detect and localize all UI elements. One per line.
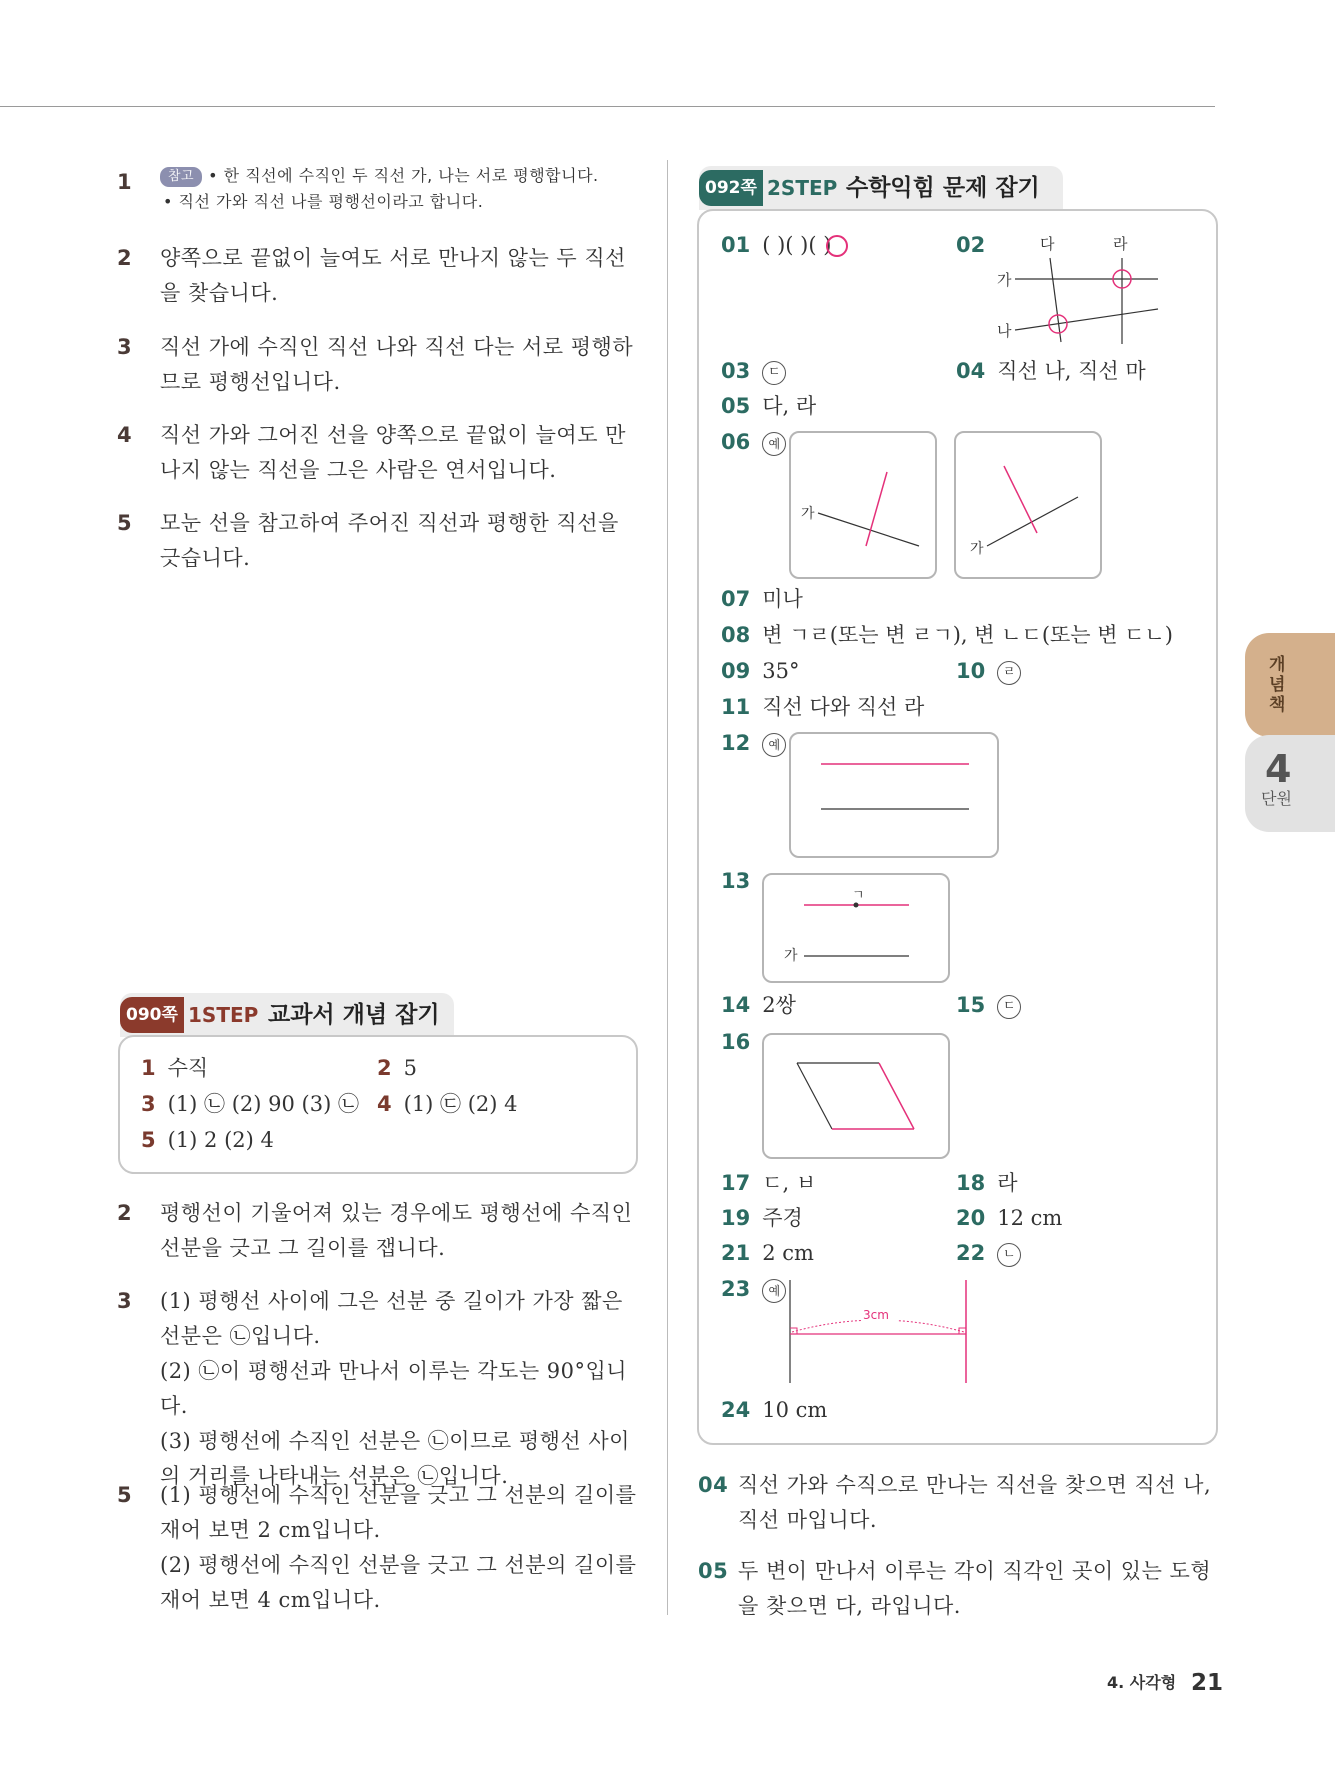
given-line [987,497,1078,546]
step1-answer [377,1089,518,1119]
label-ga: 가 [801,506,815,522]
label-point: ㄱ [852,888,865,903]
answer-number: 1 [141,1056,156,1080]
answer-number: 09 [721,659,751,683]
answer-value: 직선 다와 직선 라 [762,695,925,719]
answer-value: 12 cm [997,1206,1063,1230]
answer-value: ( )( )( ) [762,233,832,257]
left-item-1 [117,163,637,215]
answer-17 [721,1168,816,1198]
answer-13-figure [762,873,950,983]
answer-number: 19 [721,1206,751,1230]
answer-number: 22 [956,1241,986,1265]
explanation-04 [698,1468,1218,1538]
item-number: 5 [117,1483,133,1507]
answer-value: 라 [997,1171,1018,1195]
step1-label: 1STEP [188,1003,259,1027]
answer-number: 10 [956,659,986,683]
explanation-05 [698,1554,1218,1624]
answer-value: ㄴ [997,1243,1021,1267]
answer-number: 24 [721,1398,751,1422]
answer-23-figure [780,1278,980,1388]
item-number: 5 [117,511,133,535]
explanation-text: 직선 가와 수직으로 만나는 직선을 찾으면 직선 나, 직선 마입니다. [738,1473,1212,1532]
answer-number: 23 [721,1277,751,1301]
explanation-text: 두 변이 만나서 이루는 각이 직각인 곳이 있는 도형을 찾으면 다, 라입니다. [738,1559,1212,1618]
answer-number: 04 [956,359,986,383]
answer-value: 다, 라 [762,394,817,418]
item-line: (2) ㉡이 평행선과 만나서 이루는 각도는 90°입니다. [160,1359,628,1418]
label-na: 나 [997,322,1012,340]
example-mark: 예 [762,1279,786,1303]
step1-answer [377,1053,417,1083]
answer-06-figure-2 [954,431,1102,579]
answer-12-figure [789,732,999,858]
left-bottom-item-2 [117,1196,637,1266]
item-number: 2 [117,1201,133,1225]
dimension-label: 3cm [863,1308,889,1322]
answer-number: 07 [721,587,751,611]
answer-value: 주경 [762,1206,803,1230]
answer-number: 17 [721,1171,751,1195]
answer-value: 5 [403,1056,417,1080]
answer-19 [721,1203,803,1233]
answer-number: 06 [721,430,751,454]
item-line: (1) 평행선에 수직인 선분을 긋고 그 선분의 길이를 재어 보면 2 cm입니다. [160,1483,637,1542]
answer-06-figure-1 [789,431,937,579]
side-tab-unit-label: 단원 [1261,789,1292,808]
answer-20 [956,1203,1062,1233]
answer-number: 16 [721,1030,751,1054]
note-line: • 한 직선에 수직인 두 직선 가, 나는 서로 평행합니다. [208,166,599,185]
answer-value: 35° [762,659,800,683]
item-number: 2 [117,246,133,270]
left-item-3 [117,330,637,400]
parallelogram-side [797,1063,832,1129]
example-mark: 예 [762,733,786,757]
item-number: 3 [117,335,133,359]
label-ga: 가 [970,541,984,557]
left-bottom-item-3 [117,1284,637,1494]
answer-value: 2쌍 [762,993,796,1017]
answer-06 [721,427,786,457]
explanation-number: 04 [698,1473,729,1497]
point-dot [854,903,859,908]
top-rule [0,106,1215,107]
answer-number: 5 [141,1128,156,1152]
answer-01 [721,230,831,260]
answer-number: 15 [956,993,986,1017]
column-divider [667,160,668,1615]
answer-04 [956,356,1146,386]
item-text: 직선 가에 수직인 직선 나와 직선 다는 서로 평행하므로 평행선입니다. [160,335,634,394]
answer-05 [721,391,816,421]
step1-answer [141,1125,274,1155]
answer-18 [956,1168,1018,1198]
answer-11 [721,692,924,722]
answer-value: 수직 [167,1056,209,1080]
answer-value: (1) ㉢ (2) 4 [403,1092,518,1116]
answer-14 [721,990,796,1020]
answer-16-figure [762,1033,950,1159]
example-mark: 예 [762,432,786,456]
answer-03 [721,356,786,386]
answer-value: 미나 [762,587,803,611]
step2-page-badge: 092쪽 [699,170,763,206]
answer-number: 13 [721,869,751,893]
step1-page-badge: 090쪽 [120,997,184,1033]
answer-10 [956,656,1021,686]
answer-23 [721,1274,786,1304]
item-text: 평행선이 기울어져 있는 경우에도 평행선에 수직인 선분을 긋고 그 길이를 잽니다. [160,1201,633,1260]
item-line: (1) 평행선 사이에 그은 선분 중 길이가 가장 짧은 선분은 ㉡입니다. [160,1289,623,1348]
answer-02 [956,230,997,260]
answer-21 [721,1238,814,1268]
answer-08 [721,620,1173,650]
item-number: 1 [117,170,133,194]
answer-15 [956,990,1021,1020]
answer-value: ㄹ [997,661,1021,685]
answer-07 [721,584,803,614]
label-ga: 가 [784,948,798,964]
side-tab-book[interactable] [1245,633,1335,737]
answer-number: 05 [721,394,751,418]
item-text: 모눈 선을 참고하여 주어진 직선과 평행한 직선을 긋습니다. [160,511,619,570]
answer-number: 20 [956,1206,986,1230]
answer-number: 01 [721,233,751,257]
answer-number: 18 [956,1171,986,1195]
step1-answer [141,1053,208,1083]
answer-24 [721,1395,827,1425]
item-text: 직선 가와 그어진 선을 양쪽으로 끝없이 늘여도 만나지 않는 직선을 그은 사람은 연서입니다. [160,423,626,482]
answer-number: 14 [721,993,751,1017]
answer-number: 12 [721,731,751,755]
note-badge: 참고 [160,167,202,187]
footer-page-number: 21 [1191,1670,1224,1696]
answer-22 [956,1238,1021,1268]
answer-value: 변 ㄱㄹ(또는 변 ㄹㄱ), 변 ㄴㄷ(또는 변 ㄷㄴ) [762,623,1173,647]
right-angle-mark [959,1328,966,1334]
answer-02-figure [995,232,1170,344]
answer-number: 21 [721,1241,751,1265]
side-tab-unit-number: 4 [1265,747,1292,791]
answer-number: 2 [377,1056,392,1080]
answer-value: (1) 2 (2) 4 [167,1128,274,1152]
answer-value: ㄷ [762,361,786,385]
item-text: 양쪽으로 끝없이 늘여도 서로 만나지 않는 두 직선을 찾습니다. [160,246,626,305]
line-na [1015,309,1158,330]
note-line: • 직선 가와 직선 나를 평행선이라고 합니다. [163,192,484,211]
answer-number: 11 [721,695,751,719]
drawn-line [1004,466,1037,533]
answer-09 [721,656,799,686]
explanation-number: 05 [698,1559,729,1583]
answer-13 [721,866,762,896]
step2-title: 수학익힘 문제 잡기 [846,175,1040,201]
answer-value: (1) ㉡ (2) 90 (3) ㉡ [167,1092,359,1116]
item-line: (2) 평행선에 수직인 선분을 긋고 그 선분의 길이를 재어 보면 4 cm입니다. [160,1553,637,1612]
answer-01-circle-mark [824,233,850,259]
item-number: 3 [117,1289,133,1313]
answer-value: 직선 나, 직선 마 [997,359,1146,383]
answer-number: 3 [141,1092,156,1116]
answer-number: 03 [721,359,751,383]
item-line: (3) 평행선에 수직인 선분은 ㉡이므로 평행선 사이의 거리를 나타내는 선분은 ㉡입니다. [160,1429,630,1488]
item-number: 4 [117,423,133,447]
side-tab-unit[interactable] [1245,735,1335,832]
label-da: 다 [1040,235,1055,253]
left-item-2 [117,241,637,311]
answer-number: 02 [956,233,986,257]
left-item-4 [117,418,637,488]
answer-number: 4 [377,1092,392,1116]
answer-number: 08 [721,623,751,647]
answer-value: 2 cm [762,1241,814,1265]
step1-answer [141,1089,359,1119]
answer-12 [721,728,786,758]
left-bottom-item-5 [117,1478,637,1618]
left-item-5 [117,506,637,576]
footer-chapter: 4. 사각형 [1107,1673,1177,1692]
side-tab-book-label: 개념책 [1269,655,1286,715]
answer-value: ㄷ, ㅂ [762,1171,817,1195]
answer-16 [721,1027,762,1057]
step2-label: 2STEP [767,176,838,200]
given-line [818,513,919,546]
label-ra: 라 [1113,235,1128,253]
step1-title: 교과서 개념 잡기 [268,1002,440,1028]
parallelogram-side-drawn [879,1063,914,1129]
answer-value: 10 cm [762,1398,828,1422]
answer-value: ㄷ [997,995,1021,1019]
label-ga: 가 [997,271,1012,289]
